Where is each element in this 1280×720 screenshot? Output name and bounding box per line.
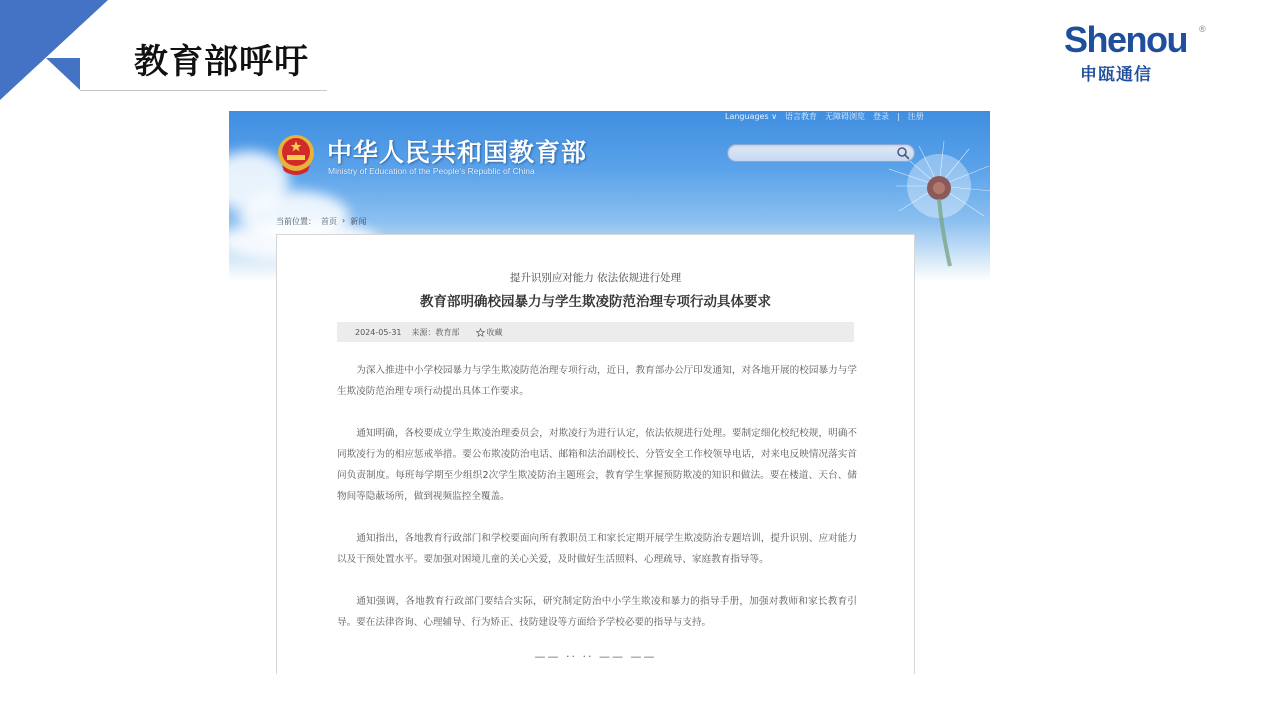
slide-title: 教育部呼吁 [134,42,309,82]
article-paragraph: 通知指出，各地教育行政部门和学校要面向所有教职员工和家长定期开展学生欺凌防治专题培训，提升识别、应对能力以及干预处置水平。要加强对困境儿童的关心关爱，及时做好生活照料、心理疏导、家庭教育指导等。 [337,533,857,565]
nav-login[interactable]: 登录 [873,112,890,121]
article-paragraph: 通知明确，各校要成立学生欺凌治理委员会，对欺凌行为进行认定，依法依规进行处理。要制定细化校纪校规，明确不同欺凌行为的相应惩戒举措。要公布欺凌防治电话、邮箱和法治副校长、分管安全工作校领导电话，对来电反映情况落实首问负责制度。每班每学期至少组织2次学生欺凌防治主题班会，教育学生掌握预防欺凌的知识和做法。要在楼道、天台、储物间等隐蔽场所，做到视频监控全覆盖。 [337,428,857,502]
site-title: 中华人民共和国教育部 [327,138,588,167]
nav-language-education[interactable]: 语言教育 [785,112,818,121]
nav-separator: | [897,112,900,121]
cut-off-heading: —— ·· ·· —— —— [534,650,657,663]
article-source: 来源：教育部 [411,327,460,337]
article-kicker: 提升识别应对能力 依法依规进行处理 [509,272,682,284]
article-date: 2024-05-31 [355,327,402,337]
languages-dropdown[interactable]: Languages ∨ [725,112,778,121]
top-nav [725,111,924,122]
favorite-label: 收藏 [486,327,503,337]
article-body [337,360,857,654]
site-subtitle: Ministry of Education of the People's Republic of China [328,166,535,176]
article-paragraph: 通知强调，各地教育行政部门要结合实际，研究制定防治中小学生欺凌和暴力的指导手册，加强对教师和家长教育引导。要在法律咨询、心理辅导、行为矫正、技防建设等方面给予学校必要的指导与支持。 [337,596,857,628]
article-paragraph: 为深入推进中小学校园暴力与学生欺凌防范治理专项行动，近日，教育部办公厅印发通知，对各地开展的校园暴力与学生欺凌防范治理专项行动提出具体工作要求。 [337,365,857,397]
registered-mark: ® [1199,24,1206,34]
brand-name-en: Shenou [1064,19,1187,60]
breadcrumb [276,216,366,227]
star-icon [476,328,485,337]
national-emblem-icon [276,133,316,177]
breadcrumb-separator: › [342,216,346,225]
brand-name-cn: 申瓯通信 [1080,65,1152,85]
breadcrumb-label: 当前位置： [276,217,316,226]
nav-accessibility[interactable]: 无障碍浏览 [825,112,866,121]
brand-logo [1062,20,1212,84]
nav-register[interactable]: 注册 [907,112,924,121]
article-meta-bar [337,322,854,342]
favorite-button[interactable] [476,327,503,338]
site-search [727,144,915,162]
website-screenshot [229,111,990,663]
search-input[interactable] [736,149,896,165]
article-panel [276,234,915,674]
breadcrumb-news[interactable]: 新闻 [350,217,367,226]
breadcrumb-home[interactable]: 首页 [321,217,337,226]
article-headline: 教育部明确校园暴力与学生欺凌防范治理专项行动具体要求 [420,294,771,310]
title-divider [80,90,327,91]
search-icon[interactable] [896,146,910,160]
